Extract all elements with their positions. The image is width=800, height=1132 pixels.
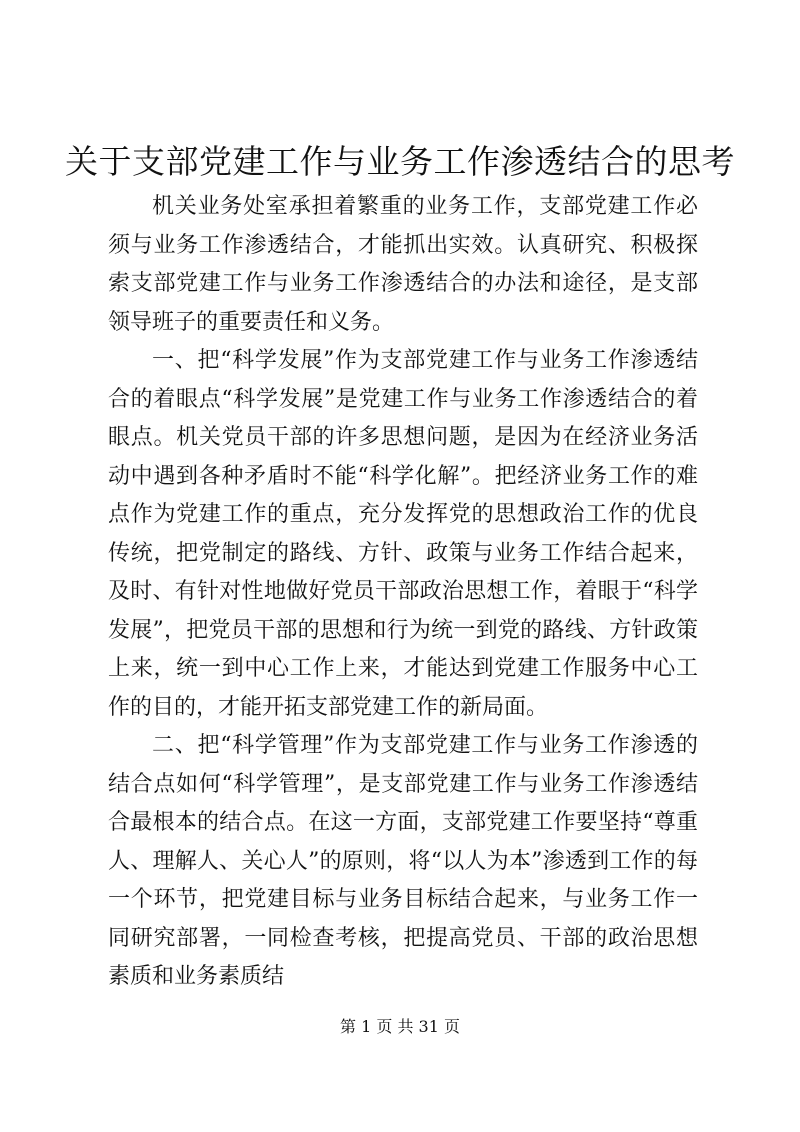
paragraph-section-2: 二、把“科学管理”作为支部党建工作与业务工作渗透的结合点如何“科学管理”，是支部党建工作与业务工作渗透结合最根本的结合点。在这一方面，支部党建工作要坚持“尊重人、理解人、关心人”的原则，将“以人为本”渗透到工作的每一个环节，把党建目标与业务目标结合起来，与业务工作一同研究部署，一同检查考核，把提高党员、干部的政治思想素质和业务素质结 <box>108 733 698 989</box>
document-title: 关于支部党建工作与业务工作渗透结合的思考 <box>65 142 735 181</box>
paragraph-intro: 机关业务处室承担着繁重的业务工作，支部党建工作必须与业务工作渗透结合，才能抓出实效。认真研究、积极探索支部党建工作与业务工作渗透结合的办法和途径，是支部领导班子的重要责任和义务。 <box>108 194 698 335</box>
page-footer: 第 1 页 共 31 页 <box>340 1017 460 1036</box>
document-body <box>108 188 698 997</box>
paragraph-section-1: 一、把“科学发展”作为支部党建工作与业务工作渗透结合的着眼点“科学发展”是党建工作与业务工作渗透结合的着眼点。机关党员干部的许多思想问题，是因为在经济业务活动中遇到各种矛盾时不能“科学化解”。把经济业务工作的难点作为党建工作的重点，充分发挥党的思想政治工作的优良传统，把党制定的路线、方针、政策与业务工作结合起来，及时、有针对性地做好党员干部政治思想工作，着眼于“科学发展”，把党员干部的思想和行为统一到党的路线、方针政策上来，统一到中心工作上来，才能达到党建工作服务中心工作的目的，才能开拓支部党建工作的新局面。 <box>108 348 698 720</box>
